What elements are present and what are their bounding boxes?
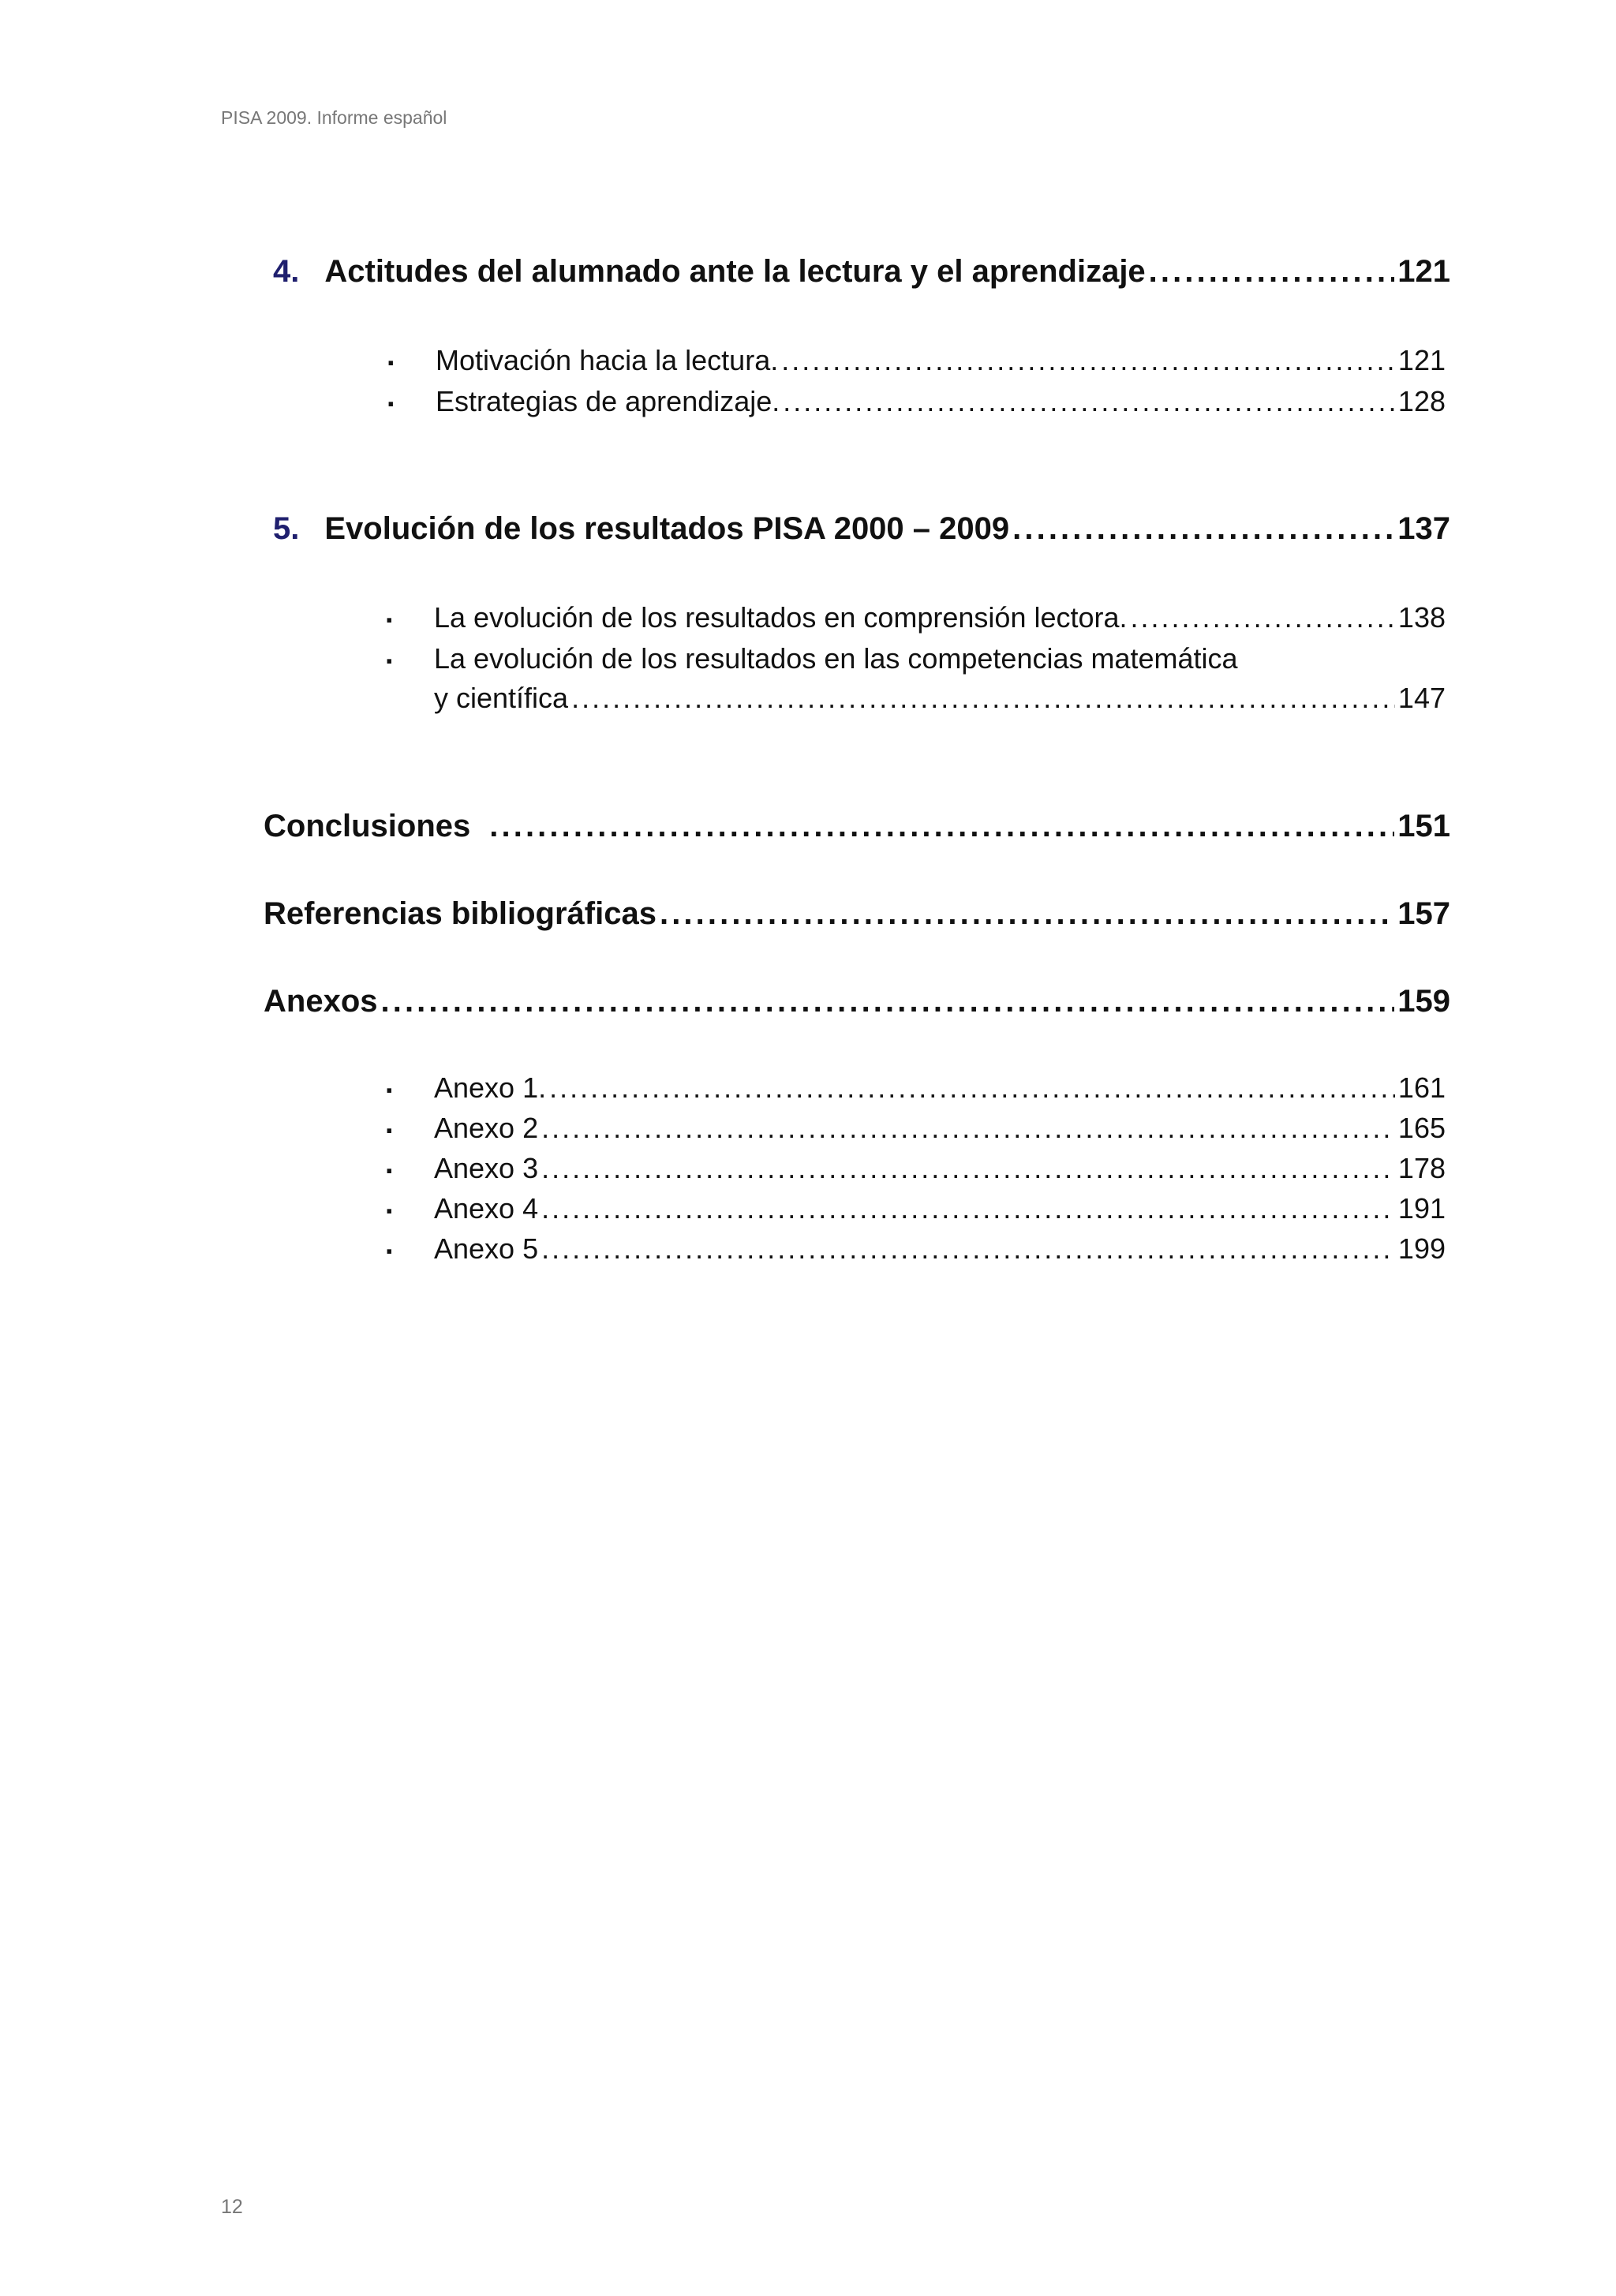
page-ref: 138 — [1397, 601, 1446, 634]
bullet: . — [387, 339, 395, 372]
dot-leader — [381, 984, 1395, 1019]
bullet: . — [385, 596, 394, 630]
page-ref: 121 — [1397, 254, 1450, 289]
dot-leader — [489, 809, 1394, 844]
page-ref: 199 — [1397, 1232, 1446, 1265]
page-ref: 121 — [1397, 344, 1446, 376]
toc-entry-anexos[interactable] — [264, 984, 1450, 1019]
entry-title: Estrategias de aprendizaje. — [436, 385, 780, 417]
page-ref: 157 — [1397, 896, 1450, 931]
dot-leader — [541, 1232, 1395, 1266]
dot-leader — [660, 896, 1394, 932]
dot-leader — [549, 1071, 1395, 1105]
entry-title: Anexo 1. — [434, 1071, 547, 1104]
bullet: . — [385, 1187, 394, 1221]
dot-leader — [541, 1112, 1395, 1145]
bullet: . — [385, 1107, 394, 1140]
dot-leader — [1012, 511, 1394, 547]
toc-entry-anexo-4[interactable] — [434, 1192, 1446, 1225]
entry-title: Conclusiones — [264, 809, 471, 843]
toc-entry-conclusiones[interactable] — [264, 809, 1450, 844]
dot-leader — [571, 682, 1395, 715]
page-ref: 178 — [1397, 1152, 1446, 1184]
dot-leader — [1149, 254, 1395, 290]
toc-entry-anexo-1[interactable] — [434, 1071, 1446, 1105]
bullet: . — [385, 1228, 394, 1261]
dot-leader — [541, 1192, 1395, 1225]
toc-entry-referencias[interactable] — [264, 896, 1450, 932]
toc-entry-anexo-5[interactable] — [434, 1232, 1446, 1266]
entry-title: Motivación hacia la lectura. — [436, 344, 779, 376]
page-ref: 165 — [1397, 1112, 1446, 1144]
entry-title: Anexo 5 — [434, 1232, 539, 1265]
toc-entry-chapter-4[interactable] — [273, 254, 1450, 290]
chapter-title: Actitudes del alumnado ante la lectura y el aprendizaje — [324, 254, 1146, 289]
dot-leader — [783, 385, 1395, 418]
toc-entry-evolucion-lectora[interactable] — [434, 601, 1446, 634]
page-ref: 159 — [1397, 984, 1450, 1019]
page-number: 12 — [221, 2196, 243, 2218]
chapter-title: Evolución de los resultados PISA 2000 – 2009 — [324, 511, 1010, 546]
page-ref: 128 — [1397, 385, 1446, 417]
toc-entry-evolucion-competencias[interactable] — [434, 682, 1446, 715]
dot-leader — [781, 344, 1395, 377]
page-ref: 151 — [1397, 809, 1450, 843]
dot-leader — [1131, 601, 1395, 634]
entry-title-line-2: y científica — [434, 682, 569, 714]
toc-entry-motivacion[interactable] — [436, 344, 1446, 377]
entry-title: Anexos — [264, 984, 378, 1019]
chapter-number: 4. — [273, 254, 300, 289]
bullet: . — [385, 1147, 394, 1180]
bullet: . — [385, 638, 394, 671]
page-ref: 191 — [1397, 1192, 1446, 1225]
chapter-number: 5. — [273, 511, 300, 546]
toc-entry-estrategias[interactable] — [436, 385, 1446, 418]
toc-entry-chapter-5[interactable] — [273, 511, 1450, 547]
page-ref: 161 — [1397, 1071, 1446, 1104]
entry-title: Anexo 4 — [434, 1192, 539, 1225]
bullet: . — [385, 1067, 394, 1100]
running-head: PISA 2009. Informe español — [221, 107, 447, 128]
entry-title: Anexo 2 — [434, 1112, 539, 1144]
toc-entry-anexo-2[interactable] — [434, 1112, 1446, 1145]
page-ref: 147 — [1397, 682, 1446, 714]
page-ref: 137 — [1397, 511, 1450, 546]
entry-title-line-1: La evolución de los resultados en las competencias matemática — [434, 642, 1238, 675]
dot-leader — [541, 1152, 1395, 1185]
entry-title: Referencias bibliográficas — [264, 896, 656, 931]
toc-entry-anexo-3[interactable] — [434, 1152, 1446, 1185]
entry-title: Anexo 3 — [434, 1152, 539, 1184]
entry-title: La evolución de los resultados en comprensión lectora. — [434, 601, 1128, 634]
bullet: . — [387, 380, 395, 413]
